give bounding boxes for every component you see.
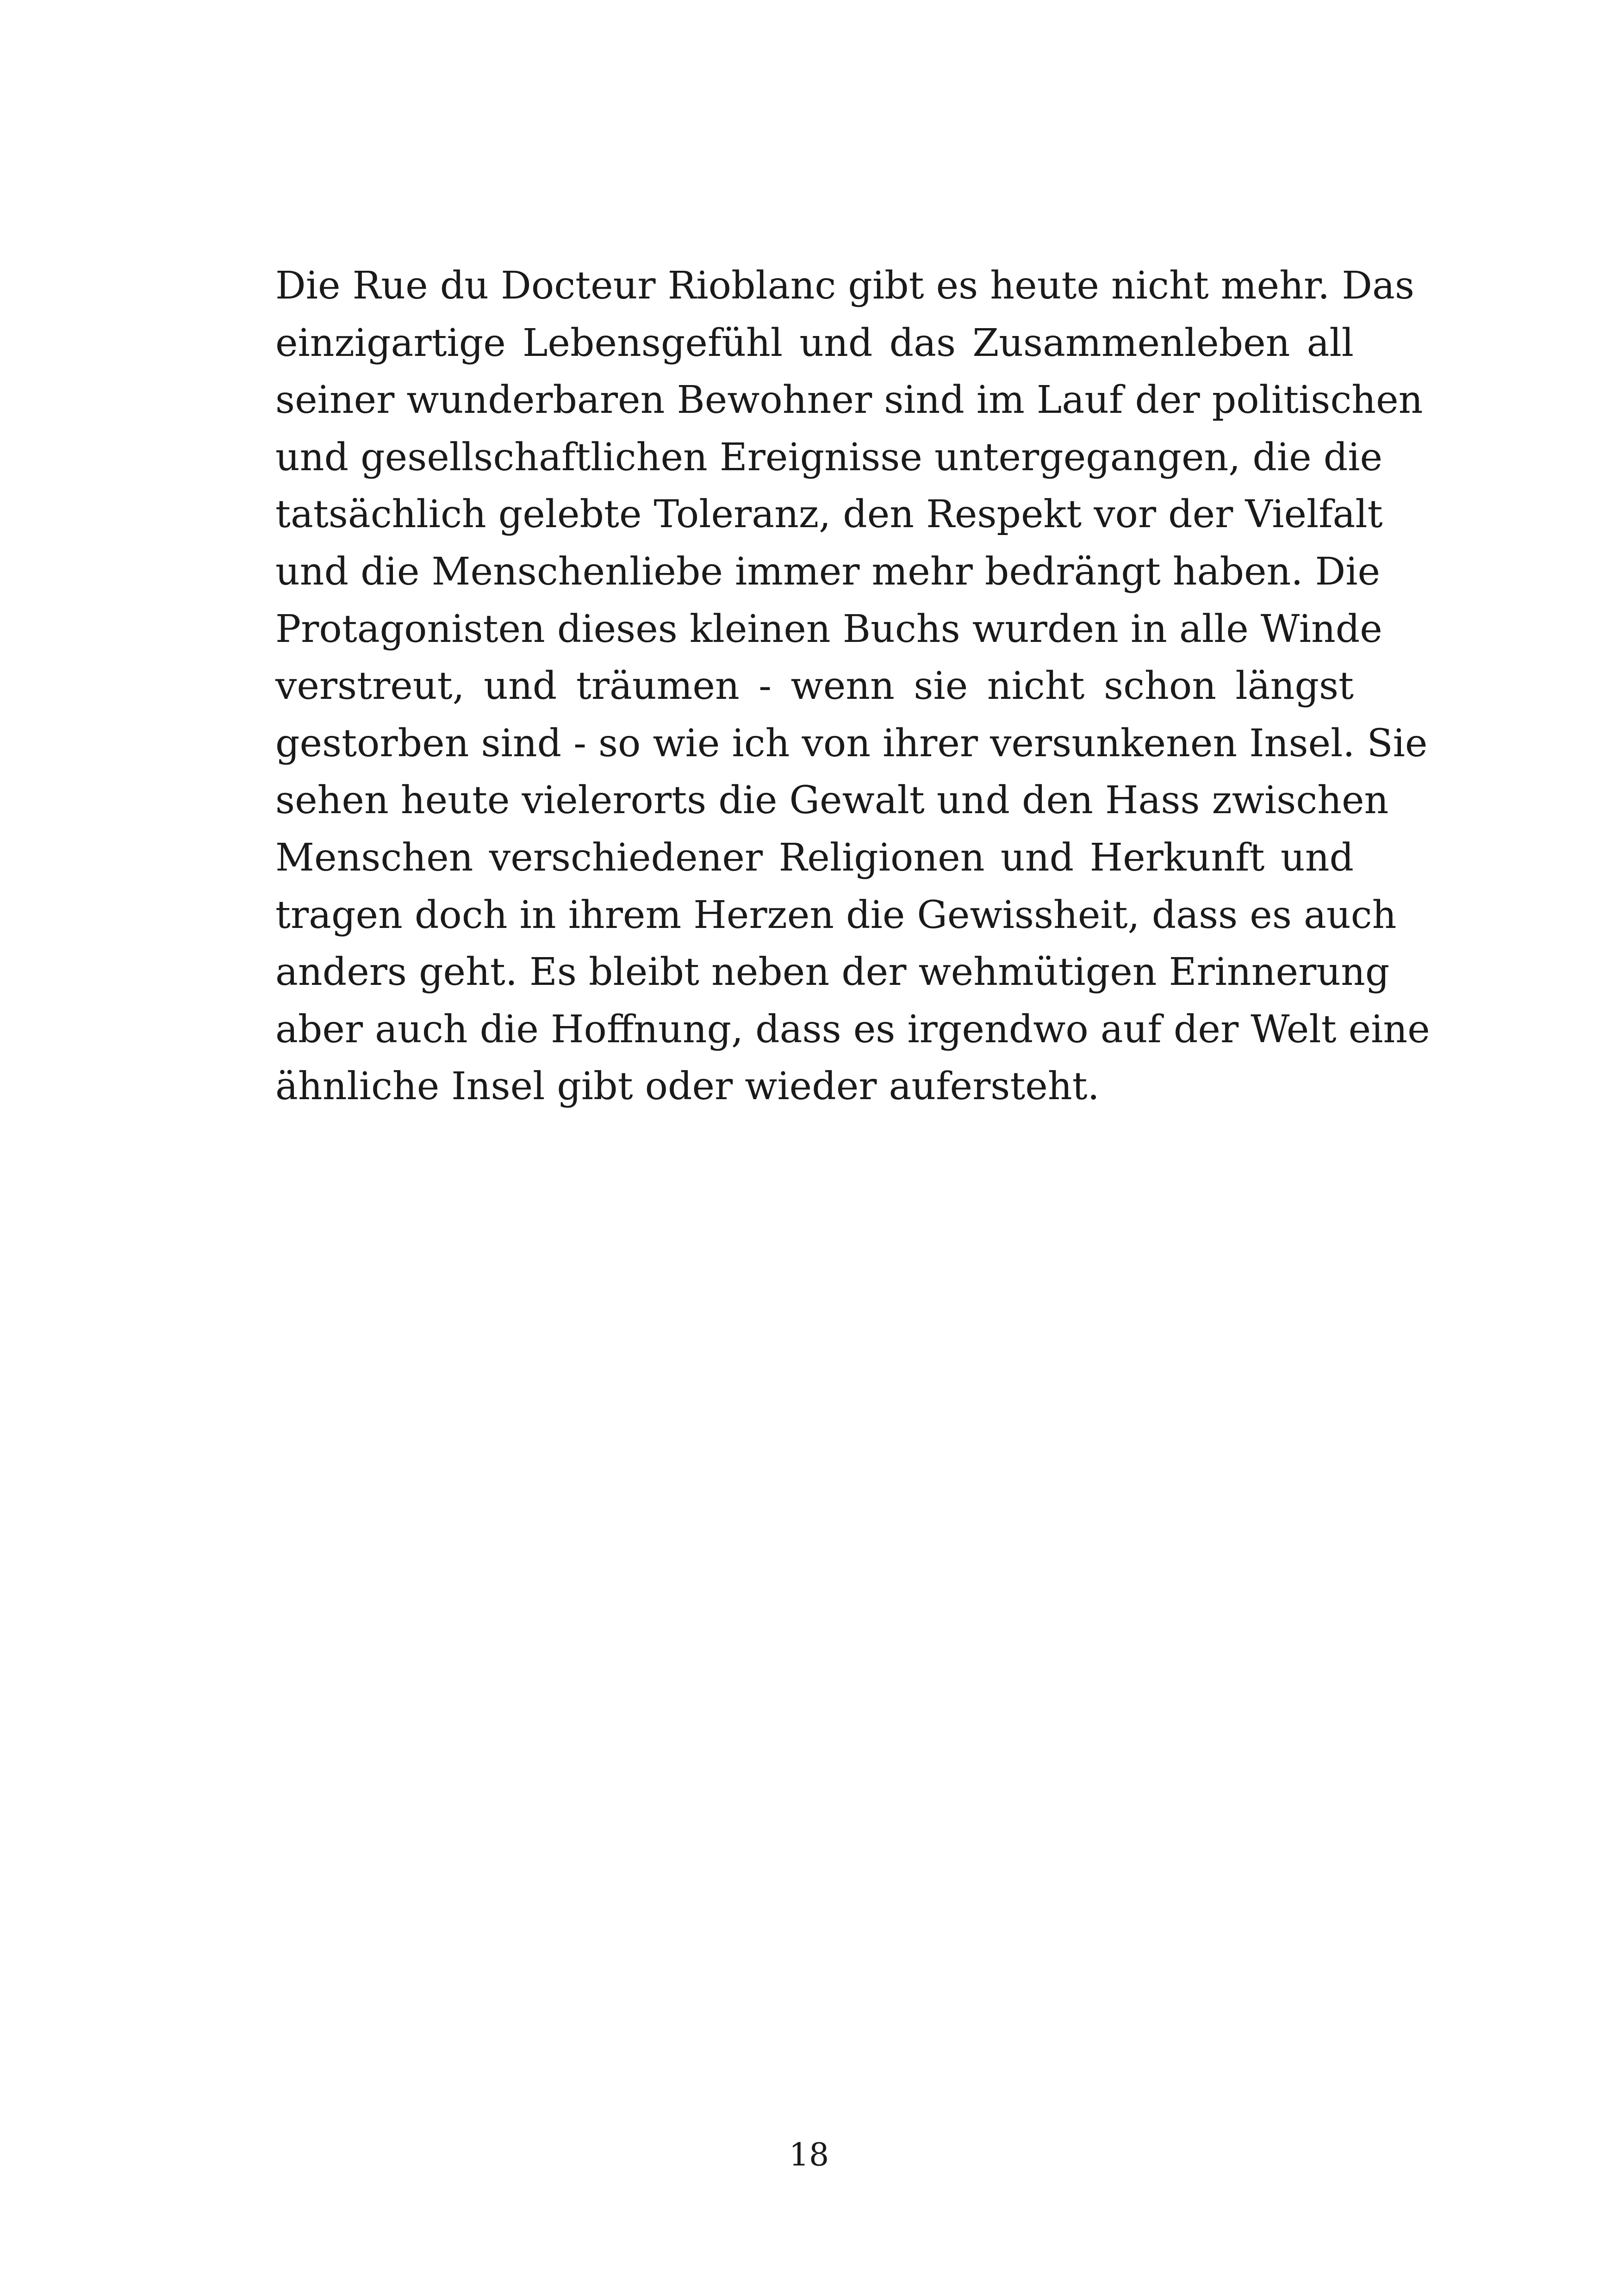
paragraph-line: tragen doch in ihrem Herzen die Gewissheit, dass es auch	[275, 893, 1397, 937]
paragraph-line: verstreut, und träumen - wenn sie nicht schon längst	[275, 664, 1354, 709]
paragraph-line: und gesellschaftlichen Ereignisse untergegangen, die die	[275, 435, 1382, 479]
paragraph-line: Menschen verschiedener Religionen und Herkunft und	[275, 835, 1354, 880]
page-number: 18	[789, 2137, 829, 2173]
paragraph-line: seiner wunderbaren Bewohner sind im Lauf der politischen	[275, 378, 1423, 423]
paragraph-line: und die Menschenliebe immer mehr bedrängt haben. Die	[275, 549, 1380, 594]
paragraph-line: tatsächlich gelebte Toleranz, den Respekt vor der Vielfalt	[275, 492, 1383, 537]
paragraph-line: gestorben sind - so wie ich von ihrer versunkenen Insel. Sie	[275, 721, 1428, 765]
paragraph-line: Protagonisten dieses kleinen Buchs wurden in alle Winde	[275, 607, 1382, 651]
paragraph-line: einzigartige Lebensgefühl und das Zusammenleben all	[275, 321, 1354, 365]
body-paragraph	[275, 257, 1430, 1115]
paragraph-line: aber auch die Hoffnung, dass es irgendwo auf der Welt eine	[275, 1007, 1430, 1052]
paragraph-line: anders geht. Es bleibt neben der wehmütigen Erinnerung	[275, 950, 1390, 995]
paragraph-line: sehen heute vielerorts die Gewalt und den Hass zwischen	[275, 778, 1389, 823]
paragraph-line: ähnliche Insel gibt oder wieder aufersteht.	[275, 1064, 1100, 1109]
paragraph-line: Die Rue du Docteur Rioblanc gibt es heute nicht mehr. Das	[275, 264, 1414, 308]
